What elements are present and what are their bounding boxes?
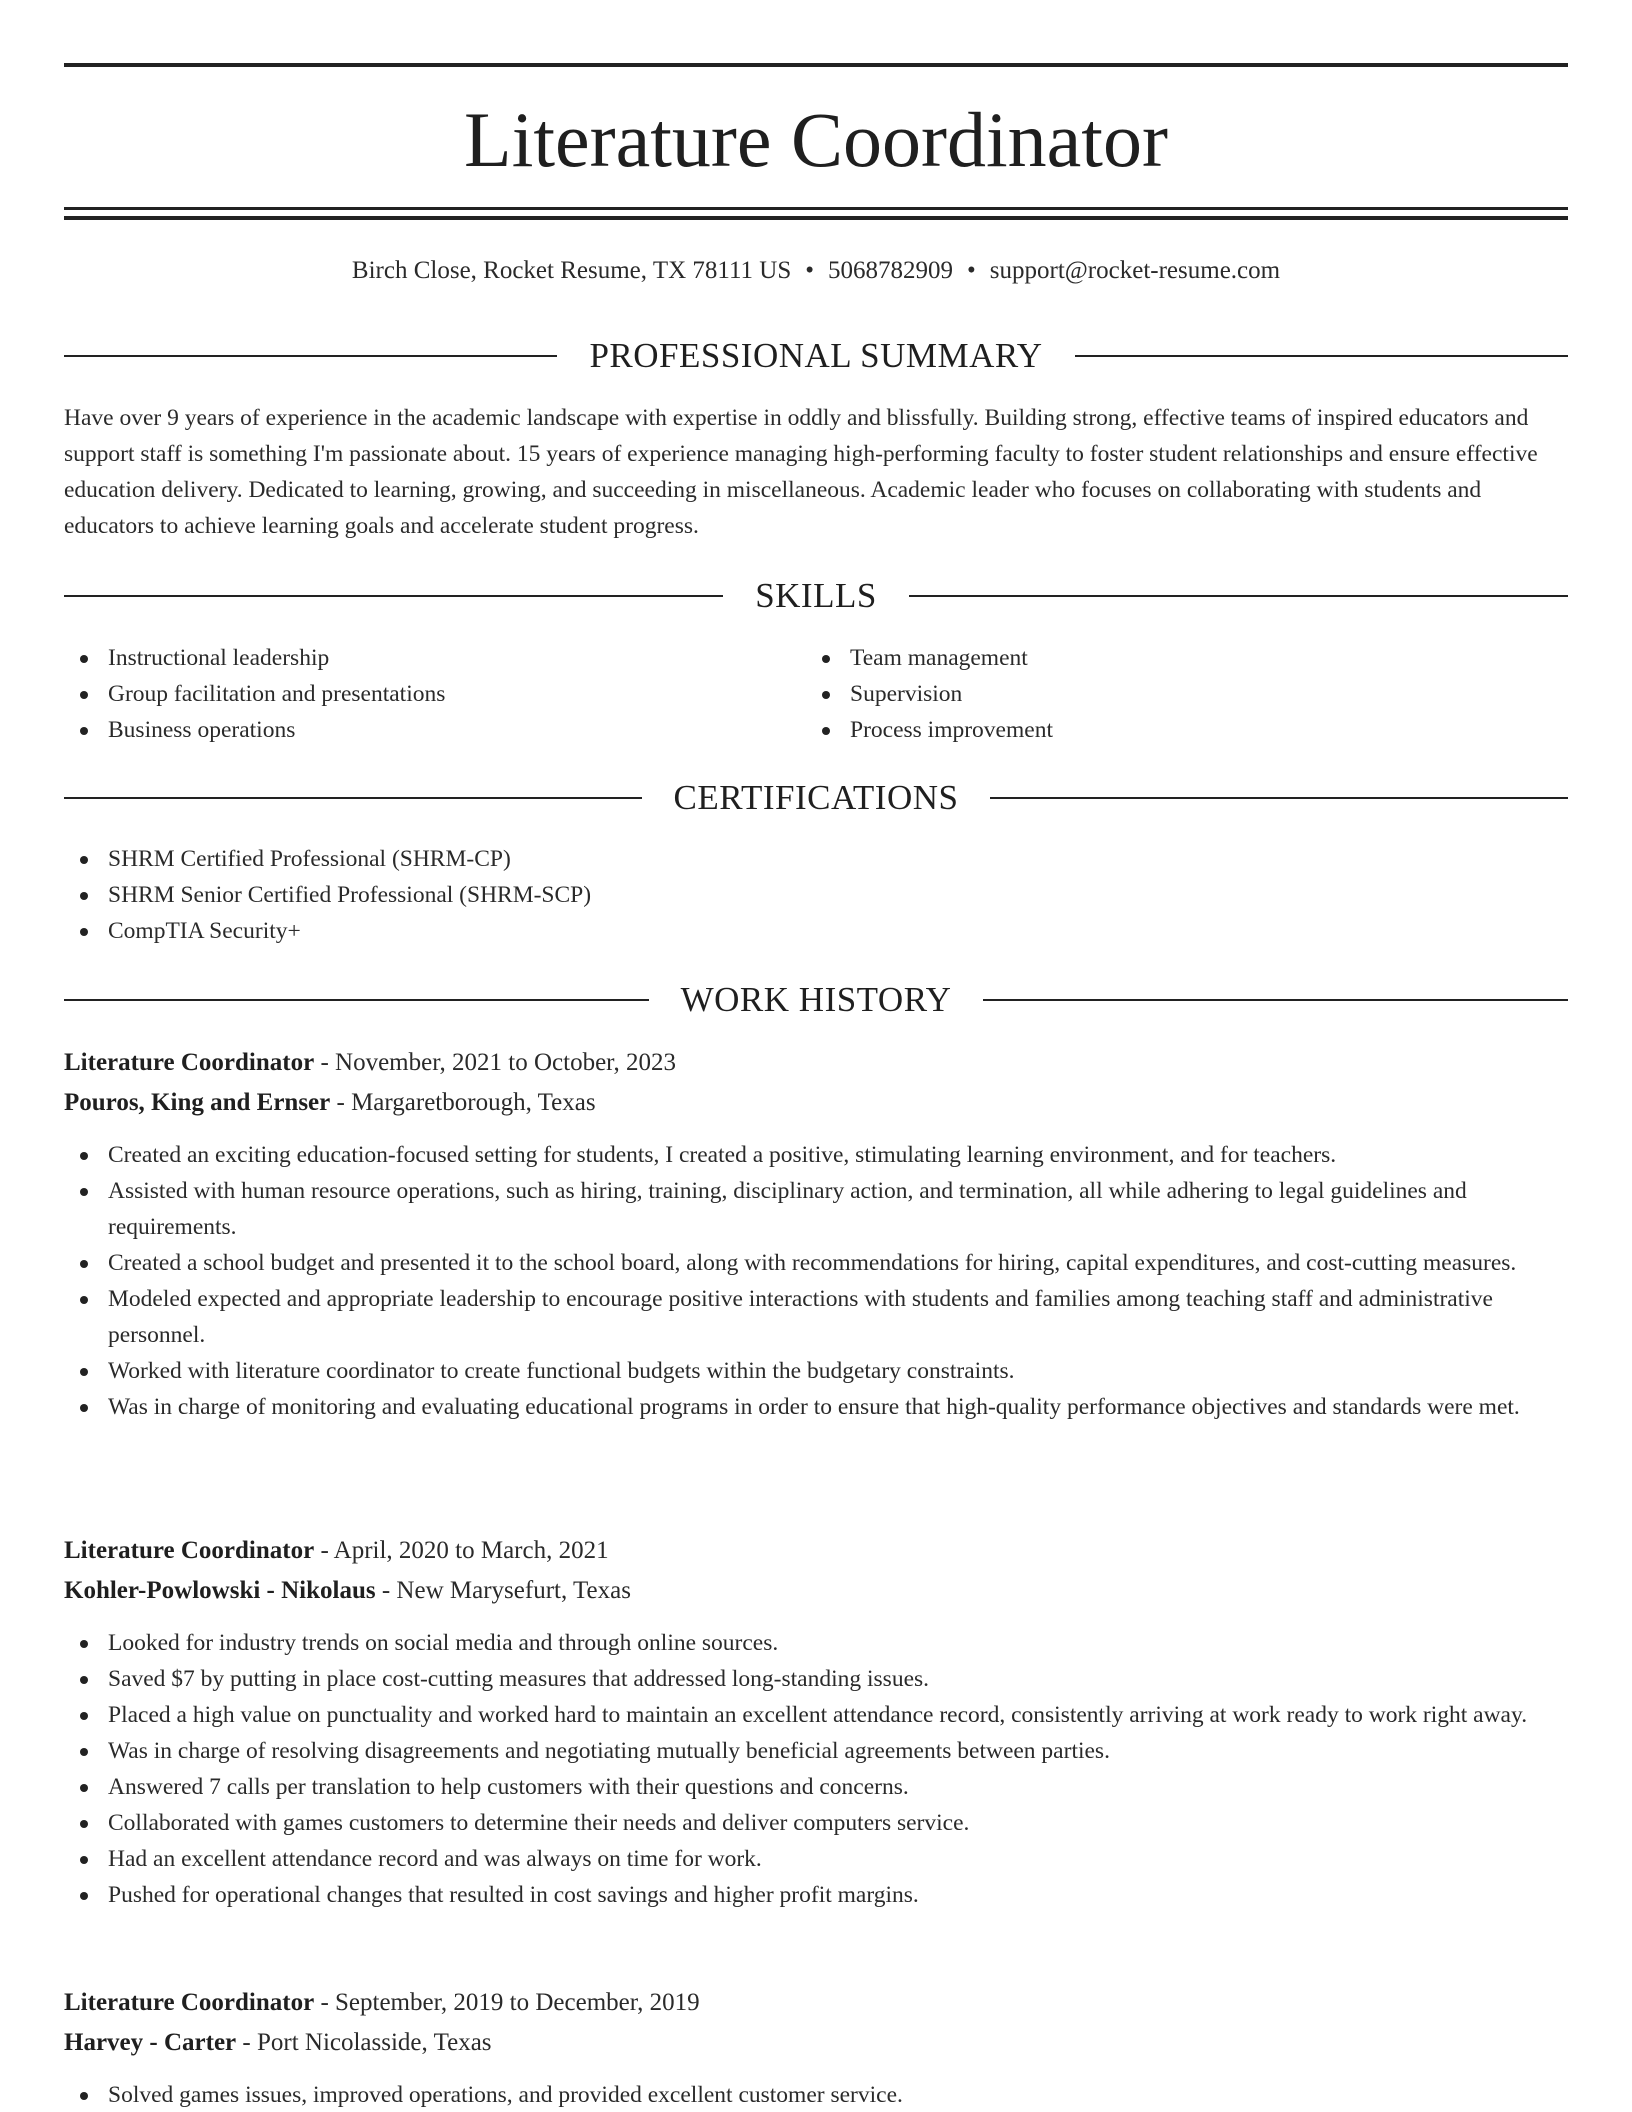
header-double-rule-lower [64, 216, 1568, 220]
skills-list-left [64, 640, 806, 748]
skills-list-right [806, 640, 1548, 748]
job-role: Literature Coordinator [64, 1989, 315, 2016]
contact-separator: • [967, 257, 976, 284]
job-bullet: Answered 7 calls per translation to help customers with their questions and concerns. [64, 1769, 1568, 1805]
job-bullet: Was in charge of resolving disagreements and negotiating mutually beneficial agreements between parties. [64, 1733, 1568, 1769]
work-section-title: WORK HISTORY [680, 980, 952, 1019]
job-bullets [64, 1137, 1568, 1425]
certifications-list [64, 841, 1568, 949]
certification-item: SHRM Certified Professional (SHRM-CP) [64, 841, 1568, 877]
skill-item: Business operations [64, 712, 806, 748]
section-rule-left [64, 797, 642, 799]
section-rule-left [64, 999, 649, 1001]
job-bullet: Looked for industry trends on social media and through online sources. [64, 1625, 1568, 1661]
job-bullet: Had an excellent attendance record and was always on time for work. [64, 1841, 1568, 1877]
header-double-rule-upper [64, 207, 1568, 210]
job-bullet: Worked with literature coordinator to create functional budgets within the budgetary constraints. [64, 1353, 1568, 1389]
contact-separator: • [805, 257, 815, 284]
resume-name: Literature Coordinator [464, 96, 1168, 183]
skills-section-header [64, 574, 1568, 618]
header-top-rule [64, 63, 1568, 67]
job-title-line [64, 1531, 1568, 1571]
job-bullets [64, 1625, 1568, 1913]
job-bullets [64, 2077, 1568, 2112]
section-rule-left [64, 355, 557, 357]
job-bullet: Placed a high value on punctuality and worked hard to maintain an excellent attendance record, consistently arriving at work ready to work right away. [64, 1697, 1568, 1733]
job-company: Kohler-Powlowski - Nikolaus [64, 1577, 376, 1604]
job-role: Literature Coordinator [64, 1537, 315, 1564]
section-rule-right [909, 595, 1568, 597]
job-bullet: Saved $7 by putting in place cost-cutting measures that addressed long-standing issues. [64, 1661, 1568, 1697]
job-bullet: Pushed for operational changes that resulted in cost savings and higher profit margins. [64, 1877, 1568, 1913]
skills-grid [64, 640, 1568, 748]
job-bullet: Collaborated with games customers to determine their needs and deliver computers service. [64, 1805, 1568, 1841]
section-rule-right [983, 999, 1568, 1001]
job-company-line [64, 1571, 1568, 1611]
job-company-line [64, 1083, 1568, 1123]
contact-phone: 5068782909 [828, 257, 954, 284]
summary-section-header [64, 334, 1568, 378]
job-company-line [64, 2023, 1568, 2063]
contact-email: support@rocket-resume.com [989, 257, 1281, 284]
job-company: Pouros, King and Ernser [64, 1089, 331, 1116]
summary-section-title: PROFESSIONAL SUMMARY [589, 336, 1043, 375]
job-location: - Margaretborough, Texas [336, 1089, 596, 1116]
job-dates: - September, 2019 to December, 2019 [320, 1989, 700, 2016]
job-location: - New Marysefurt, Texas [381, 1577, 631, 1604]
job-bullet: Created an exciting education-focused setting for students, I created a positive, stimulating learning environment, and for teachers. [64, 1137, 1568, 1173]
skill-item: Group facilitation and presentations [64, 676, 806, 712]
skill-item: Team management [806, 640, 1548, 676]
job-location: - Port Nicolasside, Texas [242, 2029, 492, 2056]
job-bullet: Assisted with human resource operations, such as hiring, training, disciplinary action, and termination, all while adhering to legal guidelines and requirements. [64, 1173, 1568, 1245]
job-dates: - April, 2020 to March, 2021 [320, 1537, 609, 1564]
skill-item: Supervision [806, 676, 1548, 712]
skills-section-title: SKILLS [755, 576, 877, 615]
job-bullet: Modeled expected and appropriate leadership to encourage positive interactions with students and families among teaching staff and administrative personnel. [64, 1281, 1568, 1353]
job-title-line [64, 1043, 1568, 1083]
certification-item: SHRM Senior Certified Professional (SHRM-SCP) [64, 877, 1568, 913]
job-dates: - November, 2021 to October, 2023 [320, 1049, 676, 1076]
job-bullet: Solved games issues, improved operations, and provided excellent customer service. [64, 2077, 1568, 2112]
job-role: Literature Coordinator [64, 1049, 315, 1076]
skill-item: Process improvement [806, 712, 1548, 748]
certification-item: CompTIA Security+ [64, 913, 1568, 949]
job-company: Harvey - Carter [64, 2029, 237, 2056]
job-bullet: Created a school budget and presented it to the school board, along with recommendations for hiring, capital expenditures, and cost-cutting measures. [64, 1245, 1568, 1281]
skill-item: Instructional leadership [64, 640, 806, 676]
work-section-header [64, 978, 1568, 1022]
job-bullet: Was in charge of monitoring and evaluating educational programs in order to ensure that high-quality performance objectives and standards were met. [64, 1389, 1568, 1425]
section-rule-right [1075, 355, 1568, 357]
job-title-line [64, 1983, 1568, 2023]
section-rule-right [990, 797, 1568, 799]
contact-line [64, 254, 1568, 288]
section-rule-left [64, 595, 723, 597]
summary-text: Have over 9 years of experience in the academic landscape with expertise in oddly and blissfully. Building strong, effective teams of inspired educators and support staff is something I'm passionate about. 15 years of experience managing high-performing faculty to foster student relationships and ensure effective education delivery. Dedicated to learning, growing, and succeeding in miscellaneous. Academic leader who focuses on collaborating with students and educators to achieve learning goals and accelerate student progress. [64, 405, 1538, 539]
contact-address: Birch Close, Rocket Resume, TX 78111 US [351, 257, 792, 284]
certifications-section-title: CERTIFICATIONS [673, 778, 959, 817]
certifications-section-header [64, 776, 1568, 820]
